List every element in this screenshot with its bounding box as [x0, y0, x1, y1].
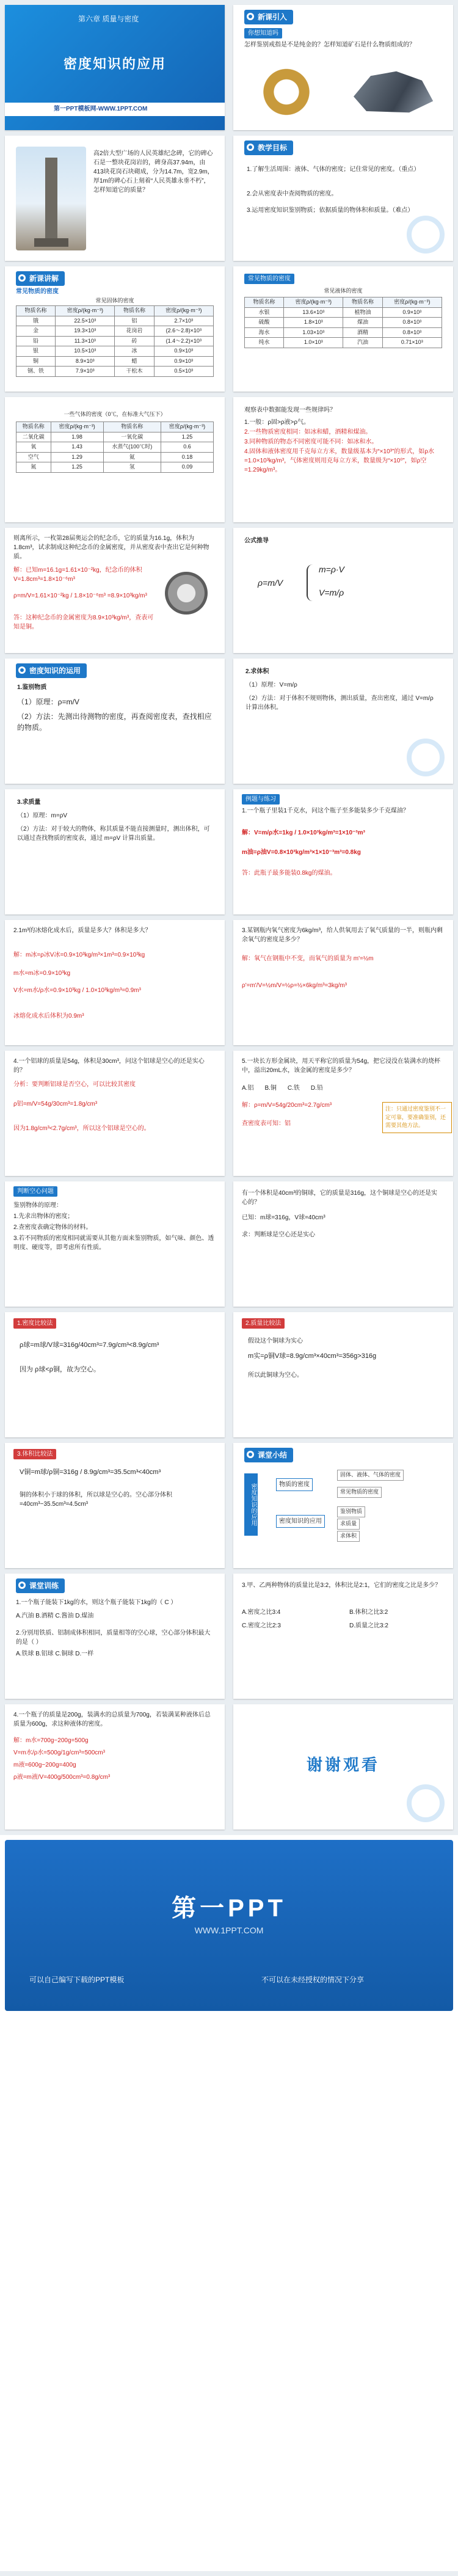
app-principle: （1）原理：ρ=m/V: [17, 698, 79, 706]
cover-slide[interactable]: [5, 5, 225, 130]
summary-branch: 物质的密度: [276, 1478, 313, 1491]
training4-slide[interactable]: [5, 1704, 225, 1830]
table-cell: 0.6: [161, 442, 213, 453]
table-cell: 2.7×10³: [154, 316, 213, 326]
hollow-tag: 判断空心问题: [13, 1186, 57, 1197]
coin-example-slide[interactable]: [5, 528, 225, 653]
bullet-icon: [18, 1582, 26, 1589]
table-row: [16, 316, 214, 326]
table-header-cell: 密度ρ/(kg·m⁻³): [154, 306, 213, 316]
ex5-option[interactable]: D.铅: [310, 1085, 323, 1092]
ex4-step1: 分析：要判断铝球是否空心，可以比较其密度: [13, 1081, 136, 1088]
table-cell: 蜡: [115, 356, 154, 367]
app2-item: 2.求体积: [245, 668, 269, 675]
table-cell: 0.18: [161, 452, 213, 462]
table-header-cell: 物质名称: [245, 297, 284, 308]
deco-circle: [407, 216, 445, 254]
table-cell: 干松木: [115, 367, 154, 377]
table-row: [245, 318, 442, 328]
table-cell: 煤油: [343, 318, 382, 328]
footer-right-note: 不可以在未经授权的情况下分享: [261, 1976, 365, 1984]
monument-base: [34, 238, 68, 247]
bullet-icon: [18, 666, 26, 674]
train4-step4: ρ液=m液/V=400g/500cm³=0.8g/cm³: [13, 1774, 111, 1781]
table-cell: 13.6×10³: [284, 307, 343, 318]
hollow-question-slide[interactable]: [233, 1181, 453, 1307]
summary-branch: 密度知识的应用: [276, 1515, 325, 1528]
hollow-line: 1.先求出物体的密度；: [13, 1213, 74, 1220]
goals-heading: 教学目标: [244, 140, 293, 155]
formula-volume: V=m/ρ: [319, 588, 344, 597]
intro-heading: 新课引入: [244, 10, 293, 24]
table-cell: 汽油: [343, 338, 382, 348]
table-row: [245, 307, 442, 318]
hollow-find: 求：判断球是空心还是实心: [242, 1231, 315, 1238]
app-heading: 密度知识的运用: [16, 663, 87, 678]
gas-density-table: [16, 421, 214, 473]
ex2-step1: 解：m冰=ρ冰V冰=0.9×10³kg/m³×1m³=0.9×10³kg: [13, 952, 145, 958]
app-item-1: 1.鉴别物质: [17, 684, 47, 691]
hollow-line: 3.若不同物质的密度相同就需要从其他方面来鉴别物质，如气味、颜色、透明度、硬度等，即考虑所有性质。: [13, 1235, 214, 1251]
table-header-cell: 密度ρ/(kg·m⁻³): [161, 422, 213, 432]
ex3-step1: 解：氧气在钢瓶中不变，而氧气的质量为 m'=½m: [242, 955, 374, 962]
app3-principle: （1）原理：m=ρV: [17, 812, 68, 819]
gold-ring-image: [247, 66, 326, 118]
summary-heading: 课堂小结: [244, 1448, 293, 1462]
table-q-title: 观察表中数据能发现一些规律吗？: [244, 407, 336, 414]
table-q-item: 3.同种物质的物态不同密度可能不同：如冰和水。: [244, 439, 378, 445]
table-header-row: [245, 297, 442, 308]
table-q-item: 4.固体和液体密度用千克每立方米，数量级基本为“×10³”的形式，如ρ水=1.0×10³kg/m³，气体密度则用克每立方米，数量级为“×10⁰”，如ρ空=1.29kg/m³。: [244, 448, 434, 473]
table-q-item: 2.一些物质密度相同：如冰和蜡，酒精和煤油。: [244, 429, 372, 436]
app-method: （2）方法：先测出待测物的密度，再查阅密度表，查找相应的物质。: [17, 712, 212, 732]
method2-assume: 假设这个铜球为实心: [248, 1338, 303, 1345]
table-row: [245, 327, 442, 338]
goal-item: 2.会从密度表中查阅物质的密度。: [247, 191, 338, 197]
method2-conclusion: 所以此铜球为空心。: [248, 1372, 303, 1379]
table-row: [16, 442, 214, 453]
summary-leaf: 常见物质的密度: [337, 1487, 382, 1498]
footer-logo: 第一PPT: [172, 1895, 286, 1922]
solid-density-slide[interactable]: [5, 266, 225, 392]
table-cell: 22.5×10³: [56, 316, 115, 326]
table-cell: 1.03×10³: [284, 327, 343, 338]
solid-density-table: [16, 305, 214, 377]
table-cell: 0.5×10³: [154, 367, 213, 377]
table-cell: 铝: [115, 316, 154, 326]
table-cell: 银: [16, 346, 56, 357]
table-cell: 10.5×10³: [56, 346, 115, 357]
liquid-caption: 常见液体的密度: [324, 288, 363, 294]
table-cell: 0.09: [161, 462, 213, 473]
train4-step3: m液=600g−200g=400g: [13, 1762, 76, 1768]
example-tag: 例题与练习: [242, 794, 280, 805]
method3-conclusion: 铜的体积小于球的体积，所以球是空心的。空心部分体积=40cm³−35.5cm³=4.5cm³: [20, 1492, 172, 1508]
solid-caption: 常见固体的密度: [95, 297, 134, 304]
summary-center: 密度知识的应用: [244, 1473, 258, 1536]
ex1-answer: 答：此瓶子最多能装0.8kg的煤油。: [242, 870, 336, 877]
volume-slide[interactable]: [233, 659, 453, 784]
ex2-question: 2.1m³的冰熔化成水后，质量是多大？体积是多大？: [13, 927, 151, 934]
table-cell: 0.71×10³: [382, 338, 442, 348]
table-cell: 1.98: [51, 432, 103, 442]
summary-leaf: 求体积: [337, 1531, 360, 1542]
monument-photo: [16, 147, 86, 250]
table-cell: (2.6～2.8)×10³: [154, 326, 213, 337]
mass-slide[interactable]: [5, 789, 225, 914]
ex5-option[interactable]: C.铁: [287, 1085, 300, 1092]
table-cell: 金: [16, 326, 56, 337]
hollow-question: 有一个体积是40cm³的铜球，它的质量是316g，这个铜球是空心的还是实心的？: [242, 1190, 438, 1206]
summary-leaf: 求质量: [337, 1519, 360, 1530]
training3-slide[interactable]: [233, 1574, 453, 1699]
table-header-cell: 密度ρ/(kg·m⁻³): [51, 422, 103, 432]
method1-conclusion: 因为 ρ球<ρ铜，故为空心。: [20, 1366, 100, 1373]
table-row: [16, 356, 214, 367]
table-cell: 11.3×10³: [56, 336, 115, 346]
ex2-answer: 冰熔化成水后体积为0.9m³: [13, 1013, 84, 1020]
table-cell: 水银: [245, 307, 284, 318]
train3-option[interactable]: B.体积之比3:2: [349, 1609, 388, 1616]
coin-image: [165, 572, 208, 615]
application-slide[interactable]: [5, 659, 225, 784]
table-cell: 0.9×10³: [154, 356, 213, 367]
hollow-line: 鉴别物体的原理：: [13, 1202, 62, 1209]
train-q2: 2.分别用铁质、铝制成体积相同，质量相等的空心球，空心部分体积最大的是（ ）: [16, 1630, 211, 1646]
ore-image: [349, 69, 435, 115]
app2-method: （2）方法：对于体积不规则物体，测出质量，查出密度，通过 V=m/ρ 计算出体积。: [245, 695, 434, 711]
gas-density-slide[interactable]: [5, 397, 225, 522]
summary-slide[interactable]: [233, 1443, 453, 1568]
table-cell: 19.3×10³: [56, 326, 115, 337]
table-cell: 铅: [16, 336, 56, 346]
table-cell: 植物油: [343, 307, 382, 318]
ex5-step1: 解：ρ=m/V=54g/20cm³=2.7g/cm³: [242, 1102, 332, 1109]
table-header-cell: 物质名称: [115, 306, 154, 316]
training-slide[interactable]: [5, 1574, 225, 1699]
table-cell: (1.4～2.2)×10³: [154, 336, 213, 346]
table-header-row: [16, 422, 214, 432]
ex3-question: 3.某钢瓶内氧气密度为6kg/m³，给人供氧用去了氧气质量的一半，则瓶内剩余氧气的密度是多少？: [242, 927, 443, 943]
table-cell: 1.25: [161, 432, 213, 442]
table-cell: 二氧化碳: [16, 432, 51, 442]
table-row: [245, 338, 442, 348]
table-cell: 铜: [16, 356, 56, 367]
ex5-option[interactable]: A.铝: [242, 1085, 254, 1092]
table-cell: 海水: [245, 327, 284, 338]
coin-answer: 答：这种纪念币的金属密度为8.9×10³kg/m³，查表可知是铜。: [13, 615, 154, 630]
deco-circle: [407, 739, 445, 776]
coin-known: 解：已知m=16.1g=1.61×10⁻²kg，纪念币的体积V=1.8cm³=1.8×10⁻⁶m³: [13, 567, 142, 583]
formula-title: 公式推导: [244, 538, 269, 544]
bullet-icon: [247, 13, 254, 20]
train-q1: 1.一个瓶子能装下1kg的水，则这个瓶子能装下1kg的（ C ）: [16, 1599, 177, 1606]
goal-item: 3.运用密度知识鉴别物质；依据质量的物体积和质量。（难点）: [247, 207, 414, 214]
monument-slide[interactable]: [5, 136, 225, 261]
train4-step2: V=m水/ρ水=500g/1g/cm³=500cm³: [13, 1750, 105, 1756]
table-cell: 一氧化碳: [103, 432, 161, 442]
table-cell: 氧: [16, 442, 51, 453]
example3-slide[interactable]: [233, 920, 453, 1045]
hollow-known: 已知：m球=316g，V球=40cm³: [242, 1214, 325, 1221]
bullet-icon: [247, 1451, 254, 1458]
liquid-density-table: [244, 297, 442, 348]
example4-slide[interactable]: [5, 1051, 225, 1176]
coin-question: 则离所示，一枚第28届奥运会的纪念币，它的质量为16.1g，体积为1.8cm³，试求制成这种纪念币的金属密度，并从密度表中查出它是何种物质。: [13, 535, 209, 560]
ex4-step2: ρ铝=m/V=54g/30cm³=1.8g/cm³: [13, 1101, 98, 1107]
train3-option[interactable]: A.密度之比3:4: [242, 1609, 281, 1616]
table-cell: 氢: [103, 462, 161, 473]
deco-circle: [407, 1784, 445, 1822]
formula-brace: [307, 564, 320, 601]
table-cell: 1.43: [51, 442, 103, 453]
ex3-step2: ρ'=m'/V=½m/V=½ρ=½×6kg/m³=3kg/m³: [242, 982, 347, 989]
method1-tag: 1.密度比较法: [13, 1318, 56, 1329]
table-header-cell: 密度ρ/(kg·m⁻³): [56, 306, 115, 316]
thanks-text: 谢谢观看: [306, 1756, 380, 1774]
table-row: [16, 336, 214, 346]
method2-slide[interactable]: [233, 1312, 453, 1437]
cover-title: 密度知识的应用: [63, 56, 166, 71]
table-header-cell: 密度ρ/(kg·m⁻³): [284, 297, 343, 308]
ex5-option[interactable]: B.铜: [264, 1085, 277, 1092]
lecture-heading: 新课讲解: [16, 271, 65, 286]
summary-leaf: 鉴别物质: [337, 1506, 365, 1517]
method1-calc: ρ球=m球/V球=316g/40cm³=7.9g/cm³<8.9g/cm³: [20, 1341, 159, 1349]
table-header-cell: 物质名称: [16, 306, 56, 316]
formula-main: ρ=m/V: [258, 578, 283, 588]
train-q2-options[interactable]: A.铁球 B.铝球 C.铜球 D.一样: [16, 1651, 94, 1657]
table-cell: 0.9×10³: [154, 346, 213, 357]
bullet-icon: [18, 274, 26, 282]
ex2-step2: m水=m冰=0.9×10³kg: [13, 970, 71, 977]
table-row: [16, 452, 214, 462]
table-cell: 砖: [115, 336, 154, 346]
table-cell: 1.0×10³: [284, 338, 343, 348]
table-cell: 水蒸气(100℃时): [103, 442, 161, 453]
table-cell: 钢、铁: [16, 367, 56, 377]
intro-slide[interactable]: [233, 5, 453, 130]
table-cell: 冰: [115, 346, 154, 357]
intro-question: 怎样鉴别戒指是不是纯金的？怎样知道矿石是什么物质组成的？: [244, 42, 415, 48]
goals-slide[interactable]: [233, 136, 453, 261]
ex4-question: 4.一个铝球的质量是54g，体积是30cm³，问这个铝球是空心的还是实心的？: [13, 1058, 205, 1074]
train3-question: 3.甲、乙两种物体的质量比是3:2，体积比是2:1，它们的密度之比是多少？: [242, 1582, 442, 1589]
ex5-options: [242, 1084, 382, 1093]
train3-option[interactable]: D.质量之比3:2: [349, 1622, 388, 1629]
train3-option[interactable]: C.密度之比2:3: [242, 1622, 281, 1629]
table-cell: 8.9×10³: [56, 356, 115, 367]
lecture-tag: 常见物质的密度: [244, 274, 294, 284]
train4-question: 4.一个瓶子的质量是200g，装满水的总质量为700g，若装满某种液体后总质量为600g，求这种液体的密度。: [13, 1712, 211, 1728]
formula-mass: m=ρ·V: [319, 564, 344, 574]
table-cell: 花岗岩: [115, 326, 154, 337]
table-cell: 氮: [16, 462, 51, 473]
app2-principle: （1）原理：V=m/ρ: [245, 682, 297, 688]
table-questions-slide[interactable]: [233, 397, 453, 522]
intro-tag: 你想知道吗: [244, 28, 282, 38]
ex4-answer: 因为1.8g/cm³<2.7g/cm³，所以这个铝球是空心的。: [13, 1125, 150, 1132]
table-row: [16, 326, 214, 337]
summary-leaf: 固体、液体、气体的密度: [337, 1470, 404, 1481]
app3-method: （2）方法：对于较大的物体，称其质量不能直接测量时，测出体积，可以通过查找物质的密度表，通过 m=ρV 计算出质量。: [17, 826, 210, 842]
example5-slide[interactable]: [233, 1051, 453, 1176]
table-cell: 空气: [16, 452, 51, 462]
example1-slide[interactable]: [233, 789, 453, 914]
table-cell: 锇: [16, 316, 56, 326]
ex5-note: 注：只通过密度鉴别不一定可靠，要准确鉴别，还需要其他方法。: [382, 1102, 452, 1133]
app3-item: 3.求质量: [17, 799, 41, 806]
footer-left-note: 可以自己编写下载的PPT模板: [29, 1976, 125, 1984]
ex5-question: 5.一块长方形金属块，用天平称它的质量为54g，把它浸没在装满水的烧杯中，溢出20mL水，该金属的密度是多少？: [242, 1058, 441, 1074]
method3-calc: V铜=m球/ρ铜=316g / 8.9g/cm³=35.5cm³<40cm³: [20, 1469, 161, 1476]
footer-url[interactable]: WWW.1PPT.COM: [194, 1925, 264, 1935]
example2-slide[interactable]: [5, 920, 225, 1045]
table-cell: 0.8×10³: [382, 327, 442, 338]
ex2-step3: V水=m水/ρ水=0.9×10³kg / 1.0×10³kg/m³=0.9m³: [13, 987, 141, 994]
table-cell: 氦: [103, 452, 161, 462]
table-cell: 7.9×10³: [56, 367, 115, 377]
monument-text: 高2倍大型广场的人民英雄纪念碑，它的碑心石是一整块花岗岩的，碑身高37.94m，由413块花岗石块砌成，分为14.7m，宽2.9m，厚1m的碑心石上刻着“人民英雄永垂不朽”，怎样知道它的质量？: [93, 150, 214, 194]
method3-slide[interactable]: [5, 1443, 225, 1568]
ex5-step2: 查密度表可知：铝: [242, 1120, 291, 1127]
hollow-slide[interactable]: [5, 1181, 225, 1307]
table-header-cell: 物质名称: [103, 422, 161, 432]
formula-slide[interactable]: [233, 528, 453, 653]
table-row: [16, 432, 214, 442]
footer-banner[interactable]: [5, 1840, 453, 2011]
monument-shape: [45, 158, 57, 243]
train-heading: 课堂训练: [16, 1578, 65, 1593]
method3-tag: 3.体积比较法: [13, 1449, 56, 1459]
table-row: [16, 367, 214, 377]
table-cell: 酒精: [343, 327, 382, 338]
train4-step1: 解：m水=700g−200g=500g: [13, 1737, 89, 1744]
ex1-question: 1.一个瓶子里装1千克水，问这个瓶子至多能装多少千克煤油？: [242, 808, 409, 814]
train-q1-options[interactable]: A.汽油 B.酒精 C.酱油 D.煤油: [16, 1613, 94, 1619]
ex1-step2: m油=ρ油V=0.8×10³kg/m³×1×10⁻³m³=0.8kg: [242, 849, 361, 856]
table-cell: 1.25: [51, 462, 103, 473]
table-header-cell: 物质名称: [343, 297, 382, 308]
hollow-line: 2.查密度表确定物体的材料。: [13, 1224, 92, 1231]
coin-calc: ρ=m/V=1.61×10⁻²kg / 1.8×10⁻⁶m³ =8.9×10³kg/m³: [13, 593, 147, 599]
cover-site: 第一PPT模板网-WWW.1PPT.COM: [54, 106, 148, 112]
table-cell: 硫酸: [245, 318, 284, 328]
table-cell: 1.8×10³: [284, 318, 343, 328]
table-header-cell: 密度ρ/(kg·m⁻³): [382, 297, 442, 308]
table-cell: 0.9×10³: [382, 307, 442, 318]
method1-slide[interactable]: [5, 1312, 225, 1437]
table-cell: 0.8×10³: [382, 318, 442, 328]
table-row: [16, 462, 214, 473]
liquid-density-slide[interactable]: [233, 266, 453, 392]
method2-calc: m实=ρ铜V球=8.9g/cm³×40cm³=356g>316g: [248, 1352, 377, 1360]
bullet-icon: [247, 144, 254, 151]
lecture-sub: 常见物质的密度: [16, 288, 59, 295]
thanks-slide[interactable]: [233, 1704, 453, 1830]
table-cell: 1.29: [51, 452, 103, 462]
ex1-step1: 解：V=m/ρ水=1kg / 1.0×10³kg/m³=1×10⁻³m³: [242, 830, 365, 836]
table-row: [16, 346, 214, 357]
chapter-label: 第六章 质量与密度: [78, 15, 139, 23]
table-header-cell: 物质名称: [16, 422, 51, 432]
table-q-item: 1.一般：ρ固>ρ液>ρ气。: [244, 419, 310, 426]
table-header-row: [16, 306, 214, 316]
footer-area: [0, 1835, 458, 2571]
table-cell: 纯水: [245, 338, 284, 348]
method2-tag: 2.质量比较法: [242, 1318, 285, 1329]
gas-caption: 一些气体的密度（0℃，在标准大气压下）: [64, 411, 166, 417]
goal-item: 1.了解生活周围：液体、气体的密度；记住常见的密度。（重点）: [247, 166, 420, 173]
